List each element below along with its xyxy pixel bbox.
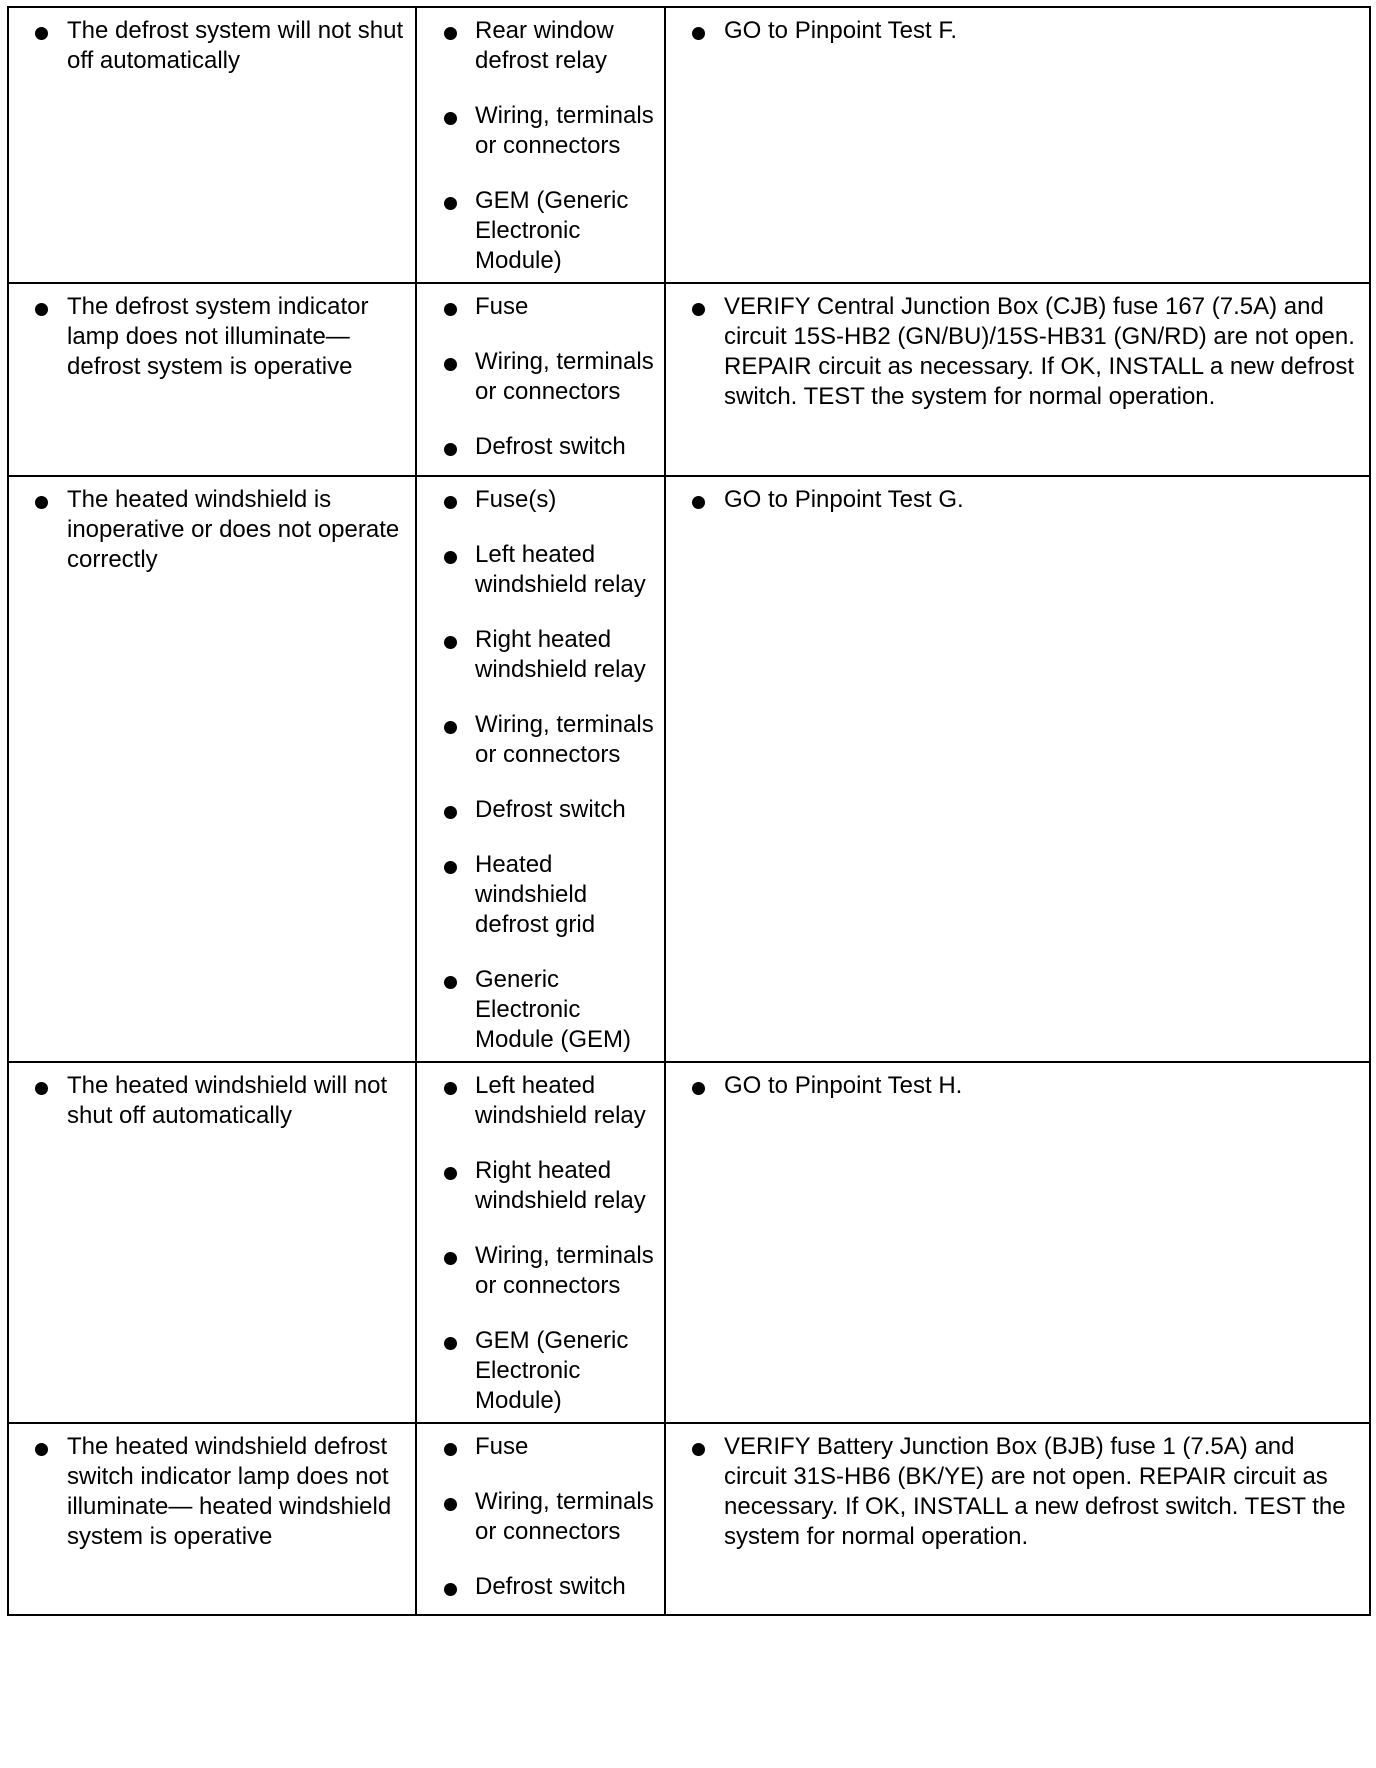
condition-text: The heated windshield is inoperative or does not operate correctly xyxy=(17,485,407,575)
condition-text: The heated windshield will not shut off automatically xyxy=(17,1071,407,1131)
action-text: VERIFY Central Junction Box (CJB) fuse 167 (7.5A) and circuit 15S-HB2 (GN/BU)/15S-HB31 (GN/RD) are not open. REPAIR circuit as necessary. If OK, INSTALL a new defrost switch. TEST the system for normal operation. xyxy=(674,292,1361,412)
cause-item: Right heated windshield relay xyxy=(425,1156,656,1216)
action-cell xyxy=(665,476,1370,1062)
cause-item: Left heated windshield relay xyxy=(425,1071,656,1131)
condition-cell xyxy=(8,283,416,476)
action-cell xyxy=(665,1423,1370,1615)
action-text: GO to Pinpoint Test H. xyxy=(674,1071,1361,1101)
symptom-chart-table xyxy=(7,6,1371,1616)
cause-item: Wiring, terminals or connectors xyxy=(425,101,656,161)
cause-item: Wiring, terminals or connectors xyxy=(425,710,656,770)
condition-cell xyxy=(8,7,416,283)
condition-cell xyxy=(8,1062,416,1423)
table-row xyxy=(8,1423,1370,1615)
cause-item: Defrost switch xyxy=(425,432,656,462)
cause-item: Fuse xyxy=(425,1432,656,1462)
cause-item: Heated windshield defrost grid xyxy=(425,850,656,940)
cause-item: Wiring, terminals or connectors xyxy=(425,1487,656,1547)
cause-item: Fuse(s) xyxy=(425,485,656,515)
cause-cell xyxy=(416,1423,665,1615)
table-row xyxy=(8,7,1370,283)
condition-text: The defrost system indicator lamp does not illuminate— defrost system is operative xyxy=(17,292,407,382)
cause-item: Defrost switch xyxy=(425,1572,656,1602)
cause-item: Generic Electronic Module (GEM) xyxy=(425,965,656,1055)
cause-item: Fuse xyxy=(425,292,656,322)
action-text: VERIFY Battery Junction Box (BJB) fuse 1 (7.5A) and circuit 31S-HB6 (BK/YE) are not open. REPAIR circuit as necessary. If OK, INSTALL a new defrost switch. TEST the system for normal operation. xyxy=(674,1432,1361,1552)
cause-item: Wiring, terminals or connectors xyxy=(425,1241,656,1301)
cause-item: Rear window defrost relay xyxy=(425,16,656,76)
cause-item: GEM (Generic Electronic Module) xyxy=(425,186,656,276)
condition-text: The heated windshield defrost switch indicator lamp does not illuminate— heated windshield system is operative xyxy=(17,1432,407,1552)
cause-item: GEM (Generic Electronic Module) xyxy=(425,1326,656,1416)
table-row xyxy=(8,283,1370,476)
action-cell xyxy=(665,7,1370,283)
cause-cell xyxy=(416,7,665,283)
action-cell xyxy=(665,283,1370,476)
table-row xyxy=(8,476,1370,1062)
action-cell xyxy=(665,1062,1370,1423)
table-row xyxy=(8,1062,1370,1423)
cause-item: Wiring, terminals or connectors xyxy=(425,347,656,407)
condition-cell xyxy=(8,476,416,1062)
action-text: GO to Pinpoint Test G. xyxy=(674,485,1361,515)
cause-cell xyxy=(416,1062,665,1423)
cause-cell xyxy=(416,283,665,476)
condition-cell xyxy=(8,1423,416,1615)
cause-item: Right heated windshield relay xyxy=(425,625,656,685)
action-text: GO to Pinpoint Test F. xyxy=(674,16,1361,46)
cause-cell xyxy=(416,476,665,1062)
condition-text: The defrost system will not shut off automatically xyxy=(17,16,407,76)
cause-item: Defrost switch xyxy=(425,795,656,825)
cause-item: Left heated windshield relay xyxy=(425,540,656,600)
